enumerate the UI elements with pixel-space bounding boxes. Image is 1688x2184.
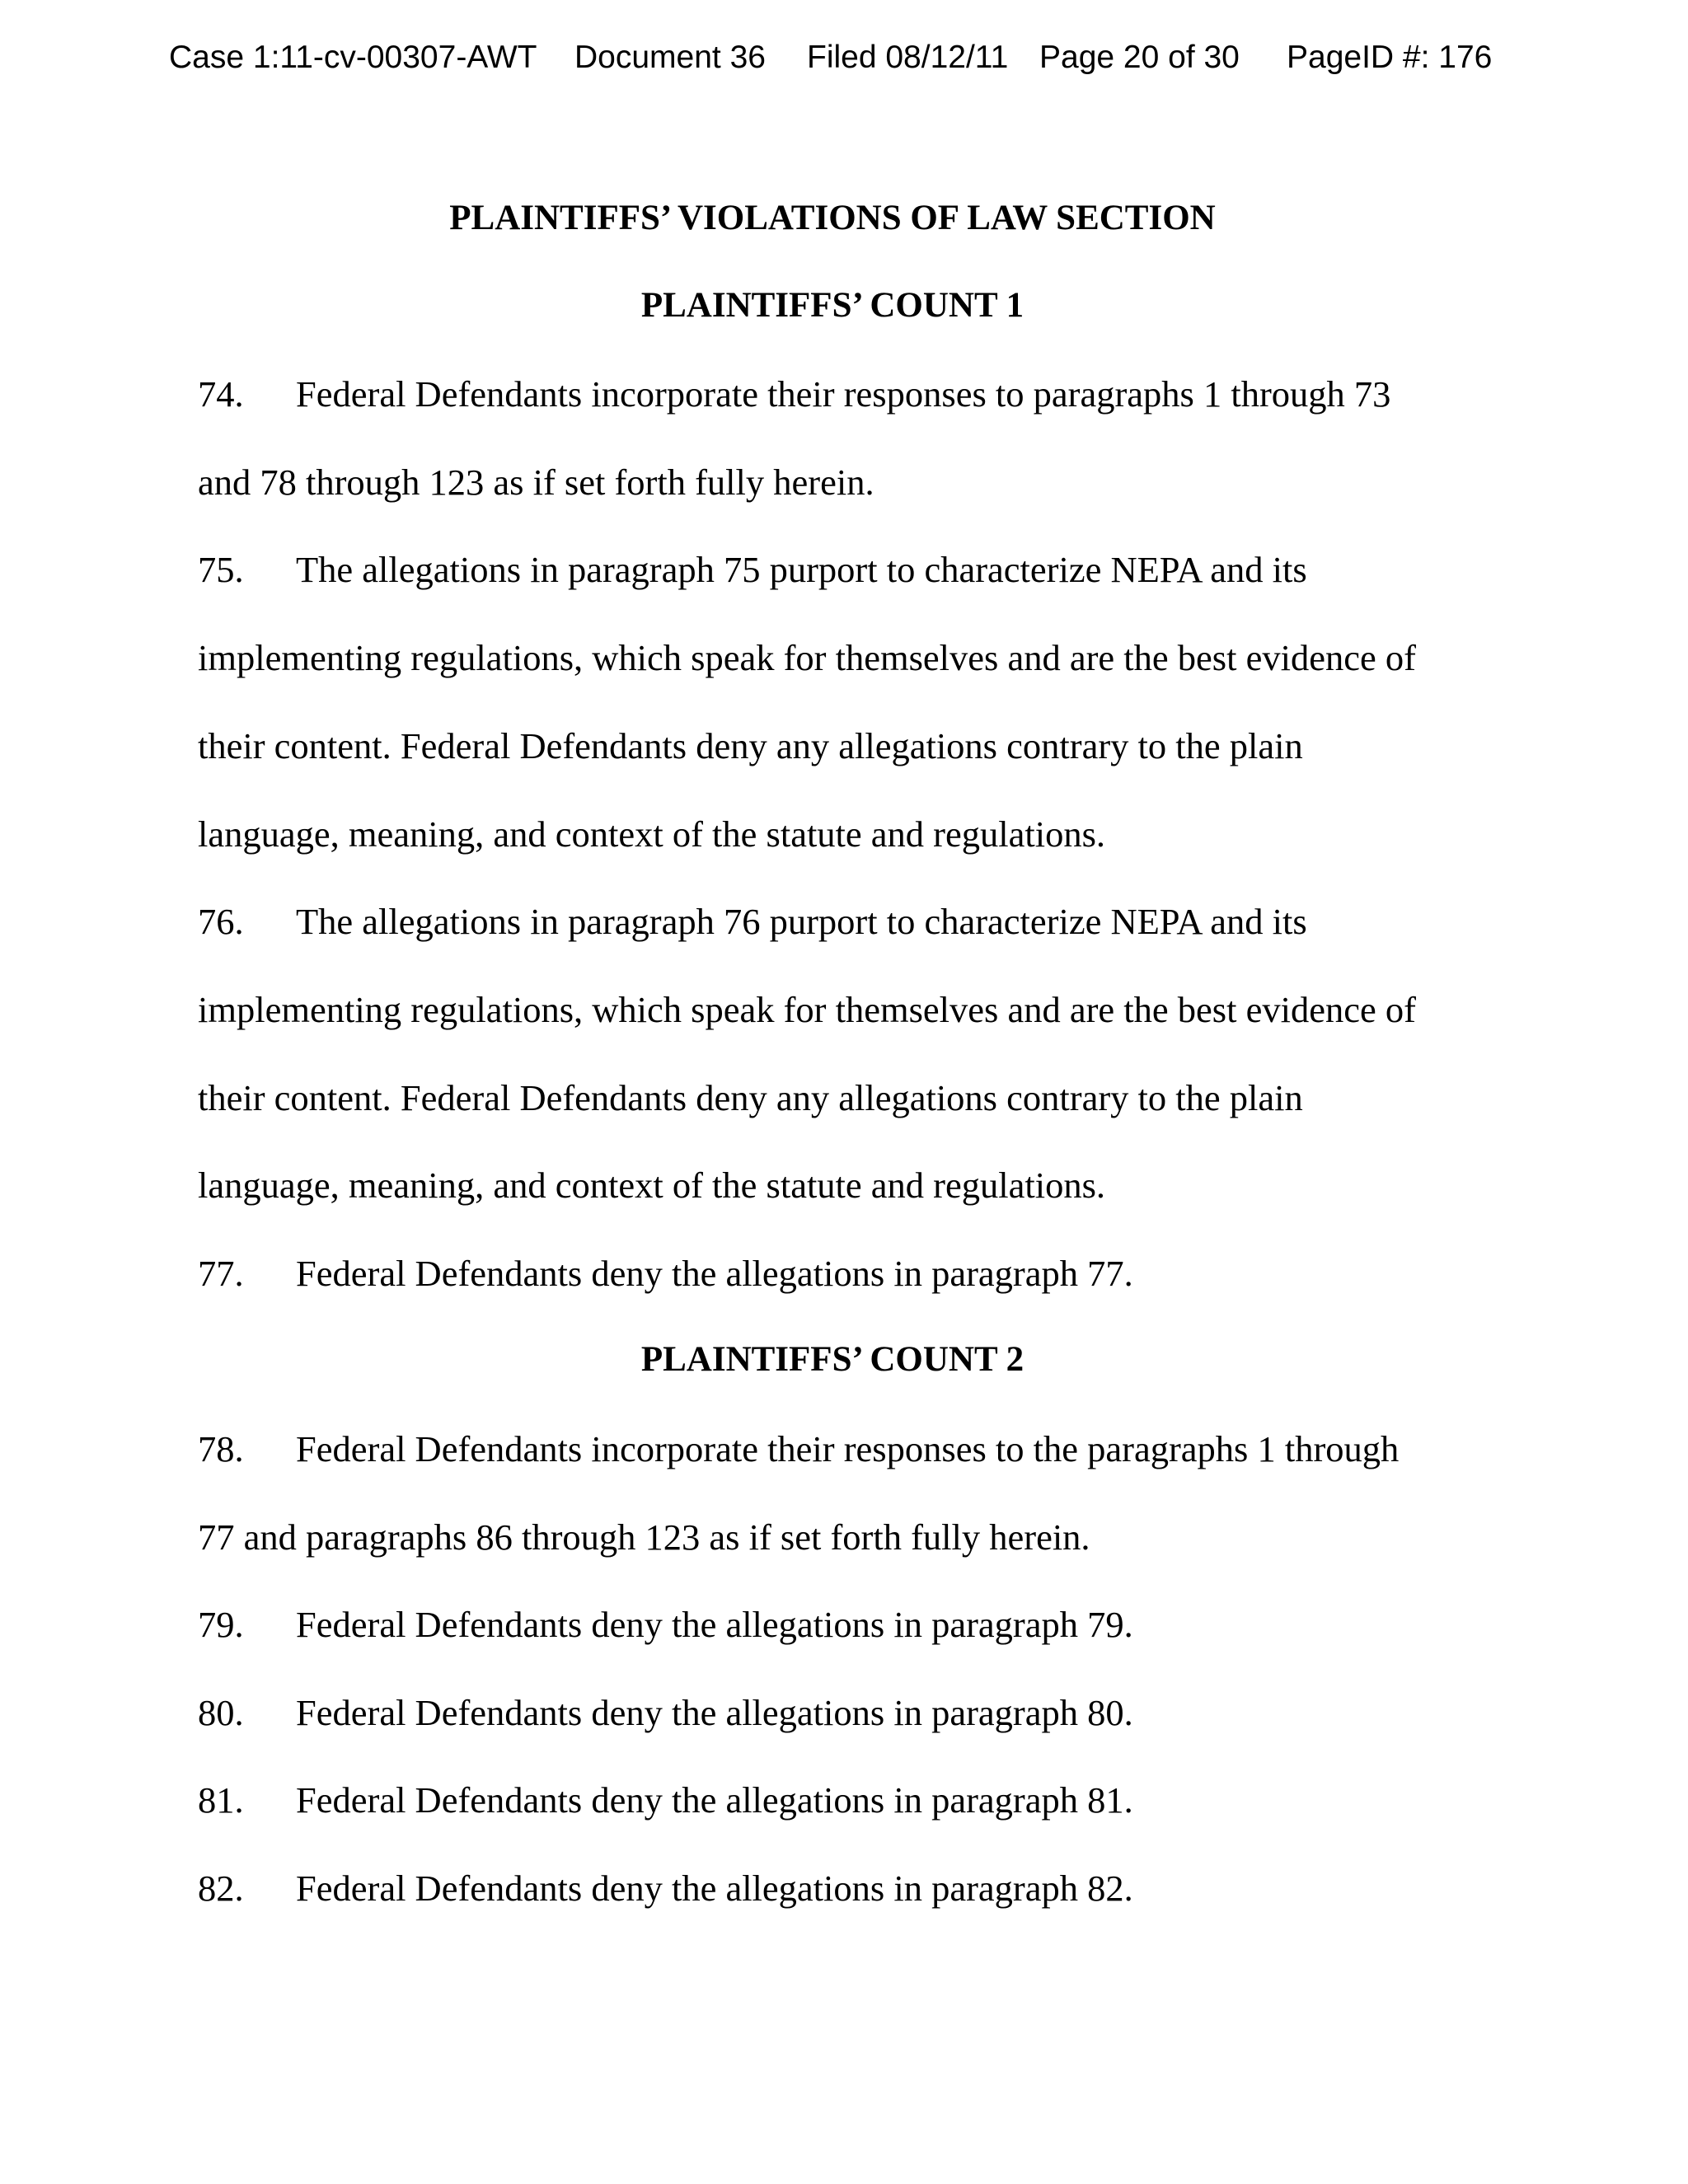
paragraph-line: The allegations in paragraph 75 purport to characterize NEPA and its	[296, 549, 1307, 590]
case-number: Case 1:11-cv-00307-AWT	[169, 40, 537, 75]
paragraph-number: 77.	[198, 1253, 244, 1294]
paragraph-line: Federal Defendants deny the allegations in paragraph 79.	[296, 1604, 1133, 1645]
paragraph-number: 74.	[198, 373, 244, 415]
paragraph-line: their content. Federal Defendants deny any allegations contrary to the plain	[198, 725, 1303, 766]
paragraph-line: Federal Defendants deny the allegations in paragraph 80.	[296, 1692, 1133, 1733]
count-2-title: PLAINTIFFS’ COUNT 2	[640, 1340, 1025, 1379]
section-title: PLAINTIFFS’ VIOLATIONS OF LAW SECTION	[449, 199, 1216, 237]
document-number: Document 36	[574, 40, 766, 75]
paragraph-number: 75.	[198, 549, 244, 590]
paragraph-number: 82.	[198, 1868, 244, 1909]
paragraph-line: and 78 through 123 as if set forth fully herein.	[198, 462, 874, 503]
filed-date: Filed 08/12/11	[807, 40, 1009, 75]
count-1-title: PLAINTIFFS’ COUNT 1	[640, 286, 1025, 325]
paragraph-number: 81.	[198, 1779, 244, 1821]
paragraph-line: Federal Defendants deny the allegations in paragraph 81.	[296, 1779, 1133, 1821]
paragraph-number: 80.	[198, 1692, 244, 1733]
paragraph-line: The allegations in paragraph 76 purport to characterize NEPA and its	[296, 901, 1307, 942]
paragraph-line: language, meaning, and context of the statute and regulations.	[198, 813, 1106, 855]
paragraph-line: language, meaning, and context of the statute and regulations.	[198, 1165, 1106, 1206]
paragraph-line: 77 and paragraphs 86 through 123 as if set forth fully herein.	[198, 1516, 1090, 1558]
page-id: PageID #: 176	[1287, 40, 1493, 75]
paragraph-number: 76.	[198, 901, 244, 942]
paragraph-line: Federal Defendants incorporate their responses to the paragraphs 1 through	[296, 1428, 1400, 1469]
paragraph-line: Federal Defendants deny the allegations in paragraph 77.	[296, 1253, 1133, 1294]
page-number: Page 20 of 30	[1039, 40, 1240, 75]
paragraph-line: Federal Defendants incorporate their responses to paragraphs 1 through 73	[296, 373, 1391, 415]
paragraph-line: implementing regulations, which speak for themselves and are the best evidence of	[198, 637, 1416, 678]
paragraph-line: Federal Defendants deny the allegations in paragraph 82.	[296, 1868, 1133, 1909]
paragraph-line: their content. Federal Defendants deny any allegations contrary to the plain	[198, 1077, 1303, 1118]
paragraph-number: 78.	[198, 1428, 244, 1469]
paragraph-number: 79.	[198, 1604, 244, 1645]
paragraph-line: implementing regulations, which speak for themselves and are the best evidence of	[198, 989, 1416, 1030]
